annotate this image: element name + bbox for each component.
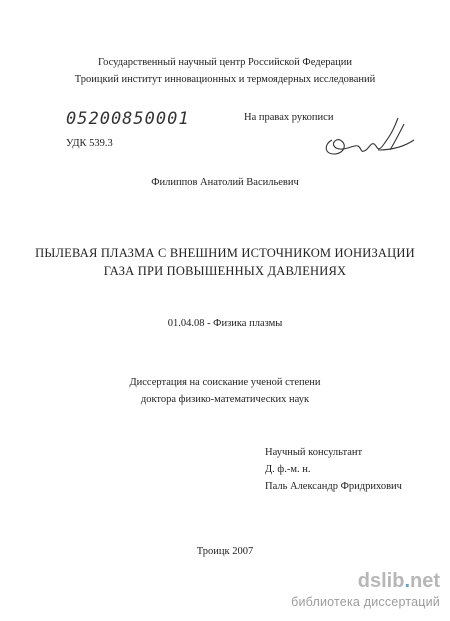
watermark-brand-dot: . — [404, 570, 410, 592]
dissertation-title-line-2: ГАЗА ПРИ ПОВЫШЕННЫХ ДАВЛЕНИЯХ — [103, 264, 347, 278]
degree-line-1: Диссертация на соискание ученой степени — [129, 377, 321, 388]
consultant-name: Паль Александр Фридрихович — [265, 481, 402, 492]
consultant-role: Научный консультант — [265, 447, 363, 458]
specialty: 01.04.08 - Физика плазмы — [167, 318, 283, 329]
dissertation-title-line-1: ПЫЛЕВАЯ ПЛАЗМА С ВНЕШНИМ ИСТОЧНИКОМ ИОНИЗАЦИИ — [35, 246, 415, 260]
place-and-year: Троицк 2007 — [196, 546, 254, 557]
udc-code: УДК 539.3 — [66, 138, 113, 149]
signature — [318, 110, 418, 168]
watermark-logo — [358, 570, 440, 593]
institute-name: Троицкий институт инновационных и термоядерных исследований — [74, 74, 376, 85]
author-name: Филиппов Анатолий Васильевич — [151, 177, 299, 188]
consultant-degree: Д. ф.-м. н. — [265, 464, 311, 475]
watermark-brand-left: dslib — [357, 570, 405, 592]
watermark-subtitle: библиотека диссертаций — [291, 595, 440, 609]
watermark-brand-right: net — [410, 570, 440, 592]
rights-note: На правах рукописи — [244, 112, 334, 123]
organization-name: Государственный научный центр Российской Федерации — [97, 57, 352, 68]
handwritten-registration-number: 05200850001 — [66, 109, 190, 129]
degree-line-2: доктора физико-математических наук — [140, 394, 310, 405]
